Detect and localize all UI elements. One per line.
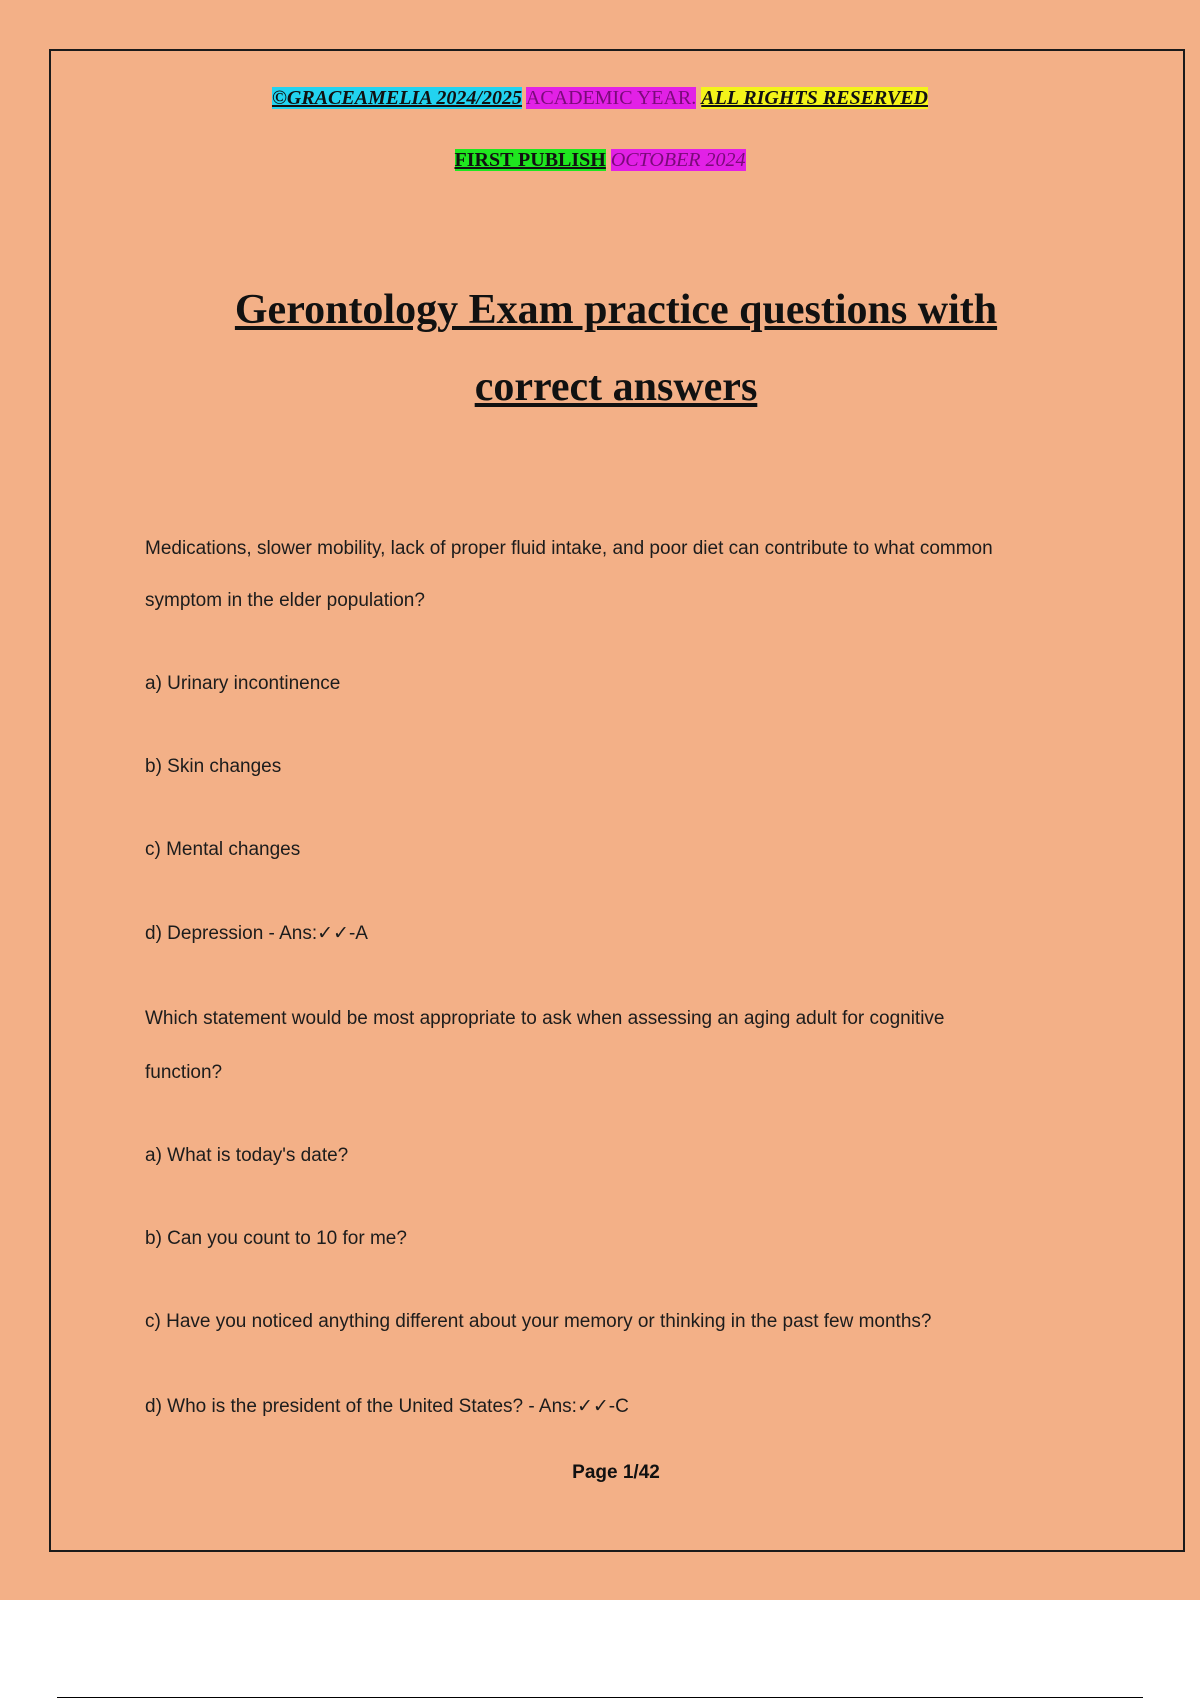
question-1-option-c: c) Mental changes [145, 839, 301, 860]
question-2-option-d-answer: d) Who is the president of the United States? - Ans:✓✓-C [145, 1396, 629, 1417]
question-1-stem-line-2: symptom in the elder population? [145, 590, 425, 611]
question-2-stem-line-2: function? [145, 1062, 223, 1083]
first-publish-label: FIRST PUBLISH [454, 149, 606, 171]
question-1-option-a: a) Urinary incontinence [145, 673, 341, 694]
question-2-option-b: b) Can you count to 10 for me? [145, 1228, 407, 1249]
document-title-line-1: Gerontology Exam practice questions with [234, 287, 998, 333]
question-2-stem-line-1: Which statement would be most appropriate to ask when assessing an aging adult for cognitive [145, 1008, 945, 1029]
question-2-option-c: c) Have you noticed anything different about your memory or thinking in the past few months? [145, 1311, 932, 1332]
question-1-option-b: b) Skin changes [145, 756, 282, 777]
publish-date: OCTOBER 2024 [610, 149, 746, 171]
question-1-stem-line-1: Medications, slower mobility, lack of proper fluid intake, and poor diet can contribute to what common [145, 538, 993, 559]
academic-year-label: ACADEMIC YEAR. [525, 87, 697, 109]
copyright-notice: ©GRACEAMELIA 2024/2025 [271, 87, 522, 109]
question-2-option-a: a) What is today's date? [145, 1145, 349, 1166]
rights-reserved-label: ALL RIGHTS RESERVED [701, 87, 929, 109]
header-line-2 [0, 147, 1200, 173]
page-number: Page 1/42 [572, 1462, 660, 1483]
question-1-option-d-answer: d) Depression - Ans:✓✓-A [145, 923, 368, 944]
header-line-1 [0, 85, 1200, 111]
next-page-rule [57, 1697, 1143, 1698]
document-title-line-2: correct answers [474, 364, 758, 410]
